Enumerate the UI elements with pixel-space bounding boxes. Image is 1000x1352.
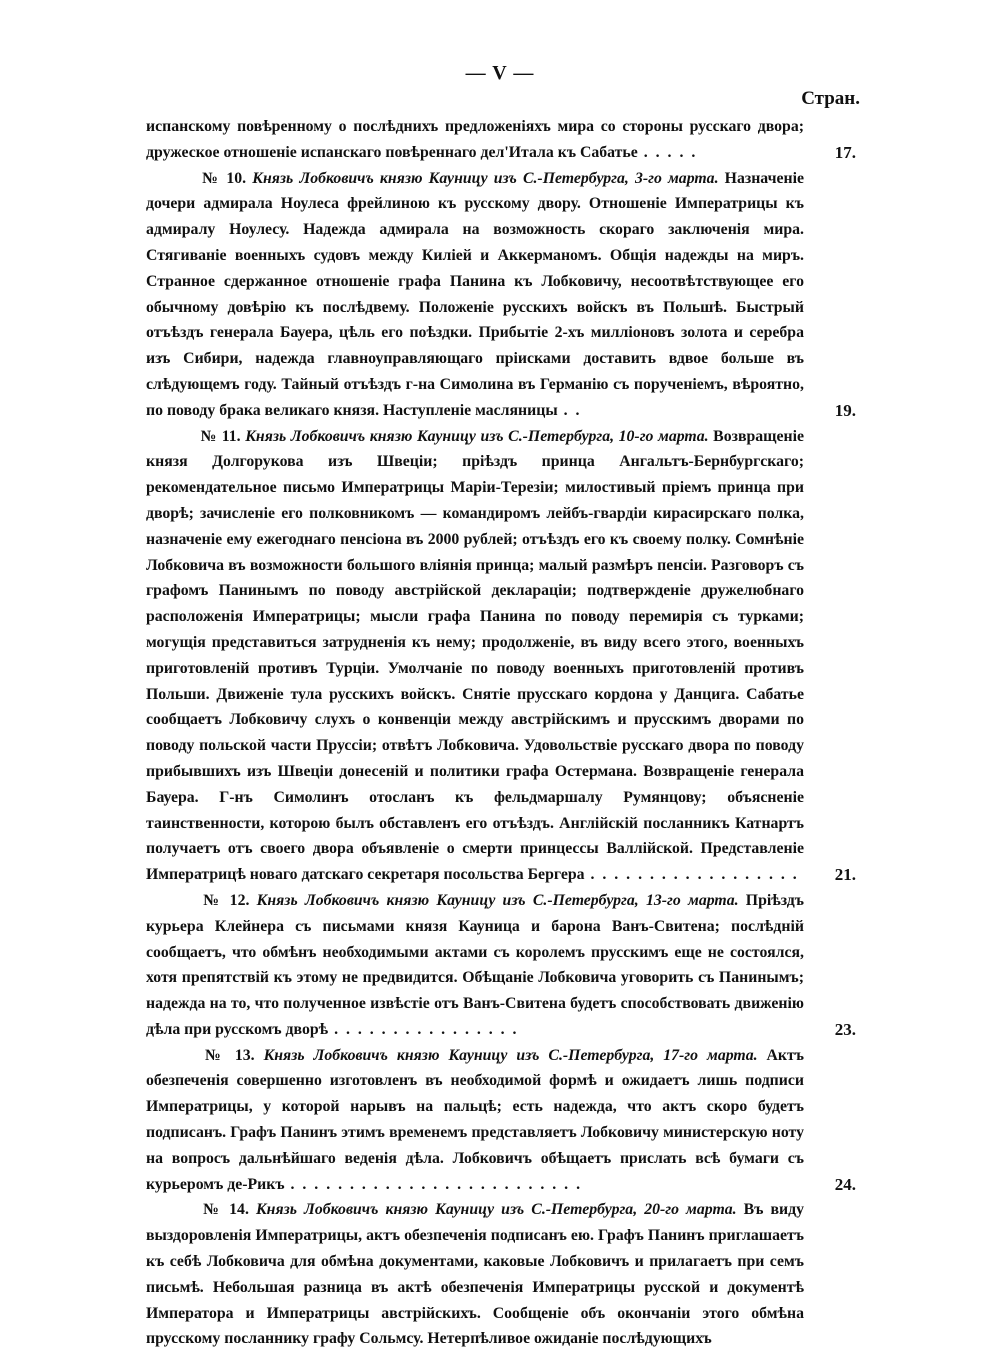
dot-leader: . . . . . . . . . . . . . . . . . . . . . . . . . [284, 1175, 583, 1193]
entry-heading: Князь Лобковичъ князю Кауницу изъ С.-Петербурга, 20-го марта. [255, 1201, 737, 1219]
entry-page-number: 21. [834, 865, 856, 885]
page-column-header: Стран. [801, 88, 860, 109]
entry-page-number: 24. [834, 1174, 856, 1194]
entry-summary: Въ виду выздоровленія Императрицы, актъ обезпеченія подписанъ ею. Графъ Панинъ приглашаетъ къ себѣ Лобковича для обмѣна документами, каковые Лобковичъ и прилагаетъ при семъ письмѣ. Небольшая разница въ актѣ обезпеченія Императрицы русской и документѣ Императора и Императрицы австрійскихъ. Сообщеніе объ окончаніи этого обмѣна прусскому посланнику графу Сольмсу. Нетерпѣливое ожиданіе послѣдующихъ [146, 1201, 804, 1348]
dot-leader: . . . . . . . . . . . . . . . . [328, 1020, 519, 1038]
entry-text-block [146, 888, 804, 1043]
entry-summary: Возвращеніе князя Долгорукова изъ Швеціи; пріѣздъ принца Ангальтъ-Бернбургскаго; рекомендательное письмо Императрицы Маріи-Терезіи; милостивый пріемъ принца при дворѣ; зачисленіе его полковникомъ — командиромъ лейбъ-гвардіи кирасирскаго полка, назначеніе ему ежегоднаго пенсіона въ 2000 рублей; отъѣздъ его къ своему полку. Сомнѣніе Лобковича въ возможности большого вліянія принца; малый размѣръ пенсіи. Разговоръ съ графомъ Панинымъ по поводу австрійской декларацiи; подтвержденіе дружелюбнаго расположенія Императрицы; мысли графа Панина по поводу перемирія съ турками; могущія представиться затрудненія къ нему; продолженіе, въ виду всего этого, военныхъ приготовленій противъ Турціи. Умолчаніе по поводу военныхъ приготовленій противъ Польши. Движеніе тула русскихъ войскъ. Снятіе прусскаго кордона у Данцига. Сабатье сообщаетъ Лобковичу слухъ о конвенціи между австрійскимъ и прусскимъ дворами по поводу польской части Пруссіи; отвѣтъ Лобковича. Удовольствіе русскаго двора по поводу прибывшихъ изъ Швеціи донесеній и политики графа Остермана. Возвращеніе генерала Бауера. Г-нъ Симолинъ отосланъ къ фельдмаршалу Румянцову; объясненіе таинственности, которою былъ обставленъ его отъѣздъ. Англійскій посланникъ Катнартъ получаетъ отъ своего двора объявленіе о смерти принцессы Валлійской. Представленіе Императрицѣ новаго датскаго секретаря посольства Бергера [146, 427, 805, 884]
entry-page-number: 23. [834, 1019, 856, 1039]
entry-number: № 12. [200, 891, 250, 909]
entry-summary: Назначеніе дочери адмирала Ноулеса фрейлиною къ русскому двору. Отношеніе Императрицы къ адмиралу Ноулесу. Надежда адмирала на возможность скораго заключенія мира. Стягиваніе военныхъ судовъ между Киліей и Аккерманомъ. Общія надежды на миръ. Странное сдержанное отношеніе графа Панина къ Лобковичу, несоотвѣтствующее его обычному довѣрію къ послѣдвему. Положеніе русскихъ войскъ въ Польшѣ. Быстрый отъѣздъ генерала Бауера, цѣль его поѣздки. Прибытіе 2-хъ милліоновъ золота и серебра изъ Сибири, надежда главноуправляющаго пріисками доставить вдвое больше въ слѣдующемъ году. Тайный отъѣздъ г-на Симолина въ Германію съ порученіемъ, вѣроятно, по поводу брака великаго князя. Наступленіе масляницы [146, 169, 804, 419]
dot-leader: . . . . . [637, 143, 698, 161]
toc-entry-14 [146, 1197, 856, 1352]
entry-page-number: 19. [834, 400, 856, 420]
toc-entry-13 [146, 1043, 856, 1198]
toc-entry-continuation [146, 114, 856, 166]
entry-heading: Князь Лобковичъ князю Кауницу изъ С.-Петербурга, 13-го марта. [256, 891, 739, 909]
entry-number: № 13. [200, 1046, 255, 1064]
table-of-contents [146, 114, 856, 1352]
entry-text-block [146, 1197, 804, 1352]
entry-summary: испанскому повѣренному о послѣднихъ предложеніяхъ мира со стороны русскаго двора; дружеское отношеніе испанскаго повѣреннаго дел'Итала къ Сабатье [146, 118, 804, 161]
toc-entry-11 [146, 424, 856, 888]
dot-leader: . . [557, 401, 582, 419]
entry-text-block [146, 1043, 804, 1198]
entry-heading: Князь Лобковичъ князю Кауницу изъ С.-Петербурга, 10-го марта. [245, 427, 709, 445]
entry-summary: Актъ обезпеченія совершенно изготовленъ въ необходимой формѣ и ожидаетъ лишь подписи Императрицы, у которой нарывъ на пальцѣ; есть надежда, что актъ скоро будетъ подписанъ. Графъ Панинъ этимъ временемъ представляетъ Лобковичу министерскую ноту на вопросъ дальнѣйшаго веденія дѣла. Лобковичъ обѣщаетъ прислать всѣ бумаги съ курьеромъ де-Рикъ [146, 1046, 804, 1193]
toc-entry-12 [146, 888, 856, 1043]
entry-number: № 10. [200, 169, 247, 187]
entry-heading: Князь Лобковичъ князю Кауницу изъ С.-Петербурга, 3-го марта. [252, 169, 719, 187]
entry-number: № 11. [200, 427, 241, 445]
entry-number: № 14. [200, 1201, 249, 1219]
entry-summary: Пріѣздъ курьера Клейнера съ письмами князя Кауница и барона Ванъ-Свитена; послѣдній сообщаетъ, что обмѣнъ необходимыми актами съ королемъ прусскимъ еще не состоялся, хотя препятствій къ этому не предвидится. Обѣщаніе Лобковича уговорить съ Панинымъ; надежда на то, что полученное извѣстіе отъ Ванъ-Свитена будетъ способствовать движенію дѣла при русскомъ дворѣ [146, 891, 804, 1038]
entry-text-block [146, 114, 804, 166]
entry-page-number: 17. [834, 142, 856, 162]
entry-text-block [146, 424, 804, 888]
entry-text-block [146, 166, 804, 424]
entry-heading: Князь Лобковичъ князю Кауницу изъ С.-Петербурга, 17-го марта. [263, 1046, 758, 1064]
dot-leader: . . . . . . . . . . . . . . . . . . [584, 866, 799, 884]
toc-entry-10 [146, 166, 856, 424]
page-number: — V — [465, 62, 535, 84]
